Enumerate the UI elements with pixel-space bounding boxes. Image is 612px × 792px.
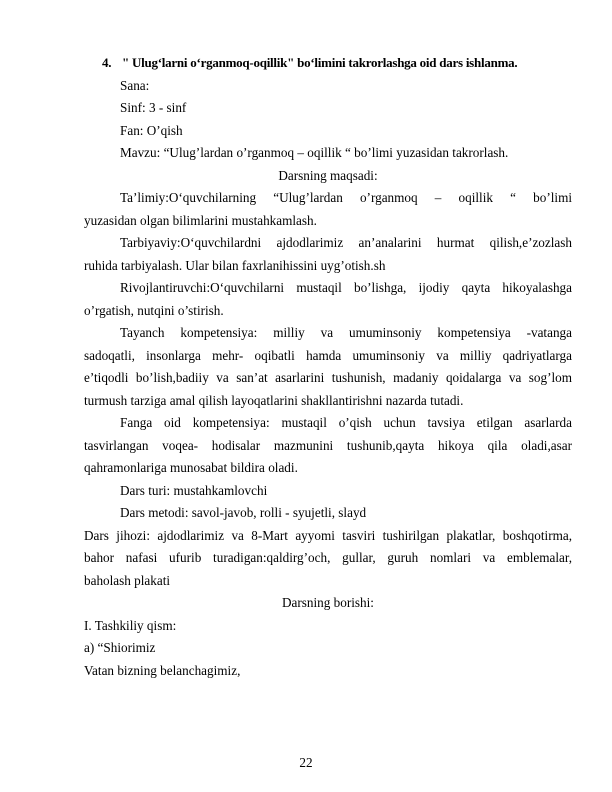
equipment-line-2: bahor nafasi ufurib turadigan:qaldirg’och, gullar, guruh nomlari va emblemalar, <box>84 550 572 565</box>
motto-label: a) “Shiorimiz <box>84 640 156 655</box>
goal-upbringing-line-1: Tarbiyaviy:O‘quvchilardni ajdodlarimiz an’analarini hurmat qilish,e’zozlash <box>120 235 572 250</box>
meta-subject: Fan: O’qish <box>120 122 183 138</box>
section-heading <box>84 52 572 75</box>
lesson-method: Dars metodi: savol-javob, rolli - syujetli, slayd <box>120 505 367 520</box>
meta-class: Sinf: 3 - sinf <box>120 100 187 115</box>
subject-competence-line-2: tasvirlangan voqea- hodisalar mazmunini tushunib,qayta hikoya qila oladi,asar <box>84 437 572 453</box>
subject-competence-line-1: Fanga oid kompetensiya: mustaqil o’qish uchun tavsiya etilgan asarlarda <box>120 415 572 430</box>
core-competence-line-2: sadoqatli, insonlarga mehr- oqibatli hamda umuminsoniy va milliy qadriyatlarga <box>84 347 572 363</box>
subject-competence-line-3: qahramonlariga munosabat bildira oladi. <box>84 460 298 475</box>
equipment-line-1: Dars jihozi: ajdodlarimiz va 8-Mart ayyomi tasviri tushirilgan plakatlar, boshqotirma, <box>84 527 572 543</box>
heading-title: " Ulug‘larni o‘rganmoq-oqillik" bo‘limini takrorlashga oid dars ishlanma. <box>122 55 518 70</box>
meta-topic: Mavzu: “Ulug’lardan o’rganmoq – oqillik “ bo’limi yuzasidan takrorlash. <box>120 145 509 160</box>
goal-developmental-line-1: Rivojlantiruvchi:O‘quvchilarni mustaqil bo’lishga, ijodiy qayta hikoyalashga <box>120 280 572 295</box>
meta-date: Sana: <box>120 77 150 93</box>
document-page <box>84 52 572 682</box>
core-competence-line-1: Tayanch kompetensiya: milliy va umuminsoniy kompetensiya -vatanga <box>120 325 572 340</box>
goals-title: Darsning maqsadi: <box>278 167 378 183</box>
heading-number: 4. <box>102 55 112 70</box>
equipment-line-3: baholash plakati <box>84 572 171 588</box>
motto-line: Vatan bizning belanchagimiz, <box>84 662 241 678</box>
core-competence-line-4: turmush tarziga amal qilish layoqatlarini shakllantirishni nazarda tutadi. <box>84 392 464 408</box>
organizational-part: I. Tashkiliy qism: <box>84 617 177 633</box>
lesson-type: Dars turi: mustahkamlovchi <box>120 482 268 498</box>
procedure-title: Darsning borishi: <box>282 595 374 610</box>
goal-educational-line-2: yuzasidan olgan bilimlarini mustahkamlash. <box>84 212 317 228</box>
goal-upbringing-line-2: ruhida tarbiyalash. Ular bilan faxrlanihissini uyg’otish.sh <box>84 257 386 273</box>
goal-developmental-line-2: o’rgatish, nutqini o’stirish. <box>84 302 224 318</box>
page-number: 22 <box>299 755 313 770</box>
core-competence-line-3: e’tiqodli bo’lish,badiiy va san’at asarlarini tushunish, madaniy qoidalarga va sog’lom <box>84 370 572 385</box>
goal-educational-line-1: Ta’limiy:O‘quvchilarning “Ulug’lardan o’rganmoq – oqillik “ bo’limi <box>120 190 572 205</box>
